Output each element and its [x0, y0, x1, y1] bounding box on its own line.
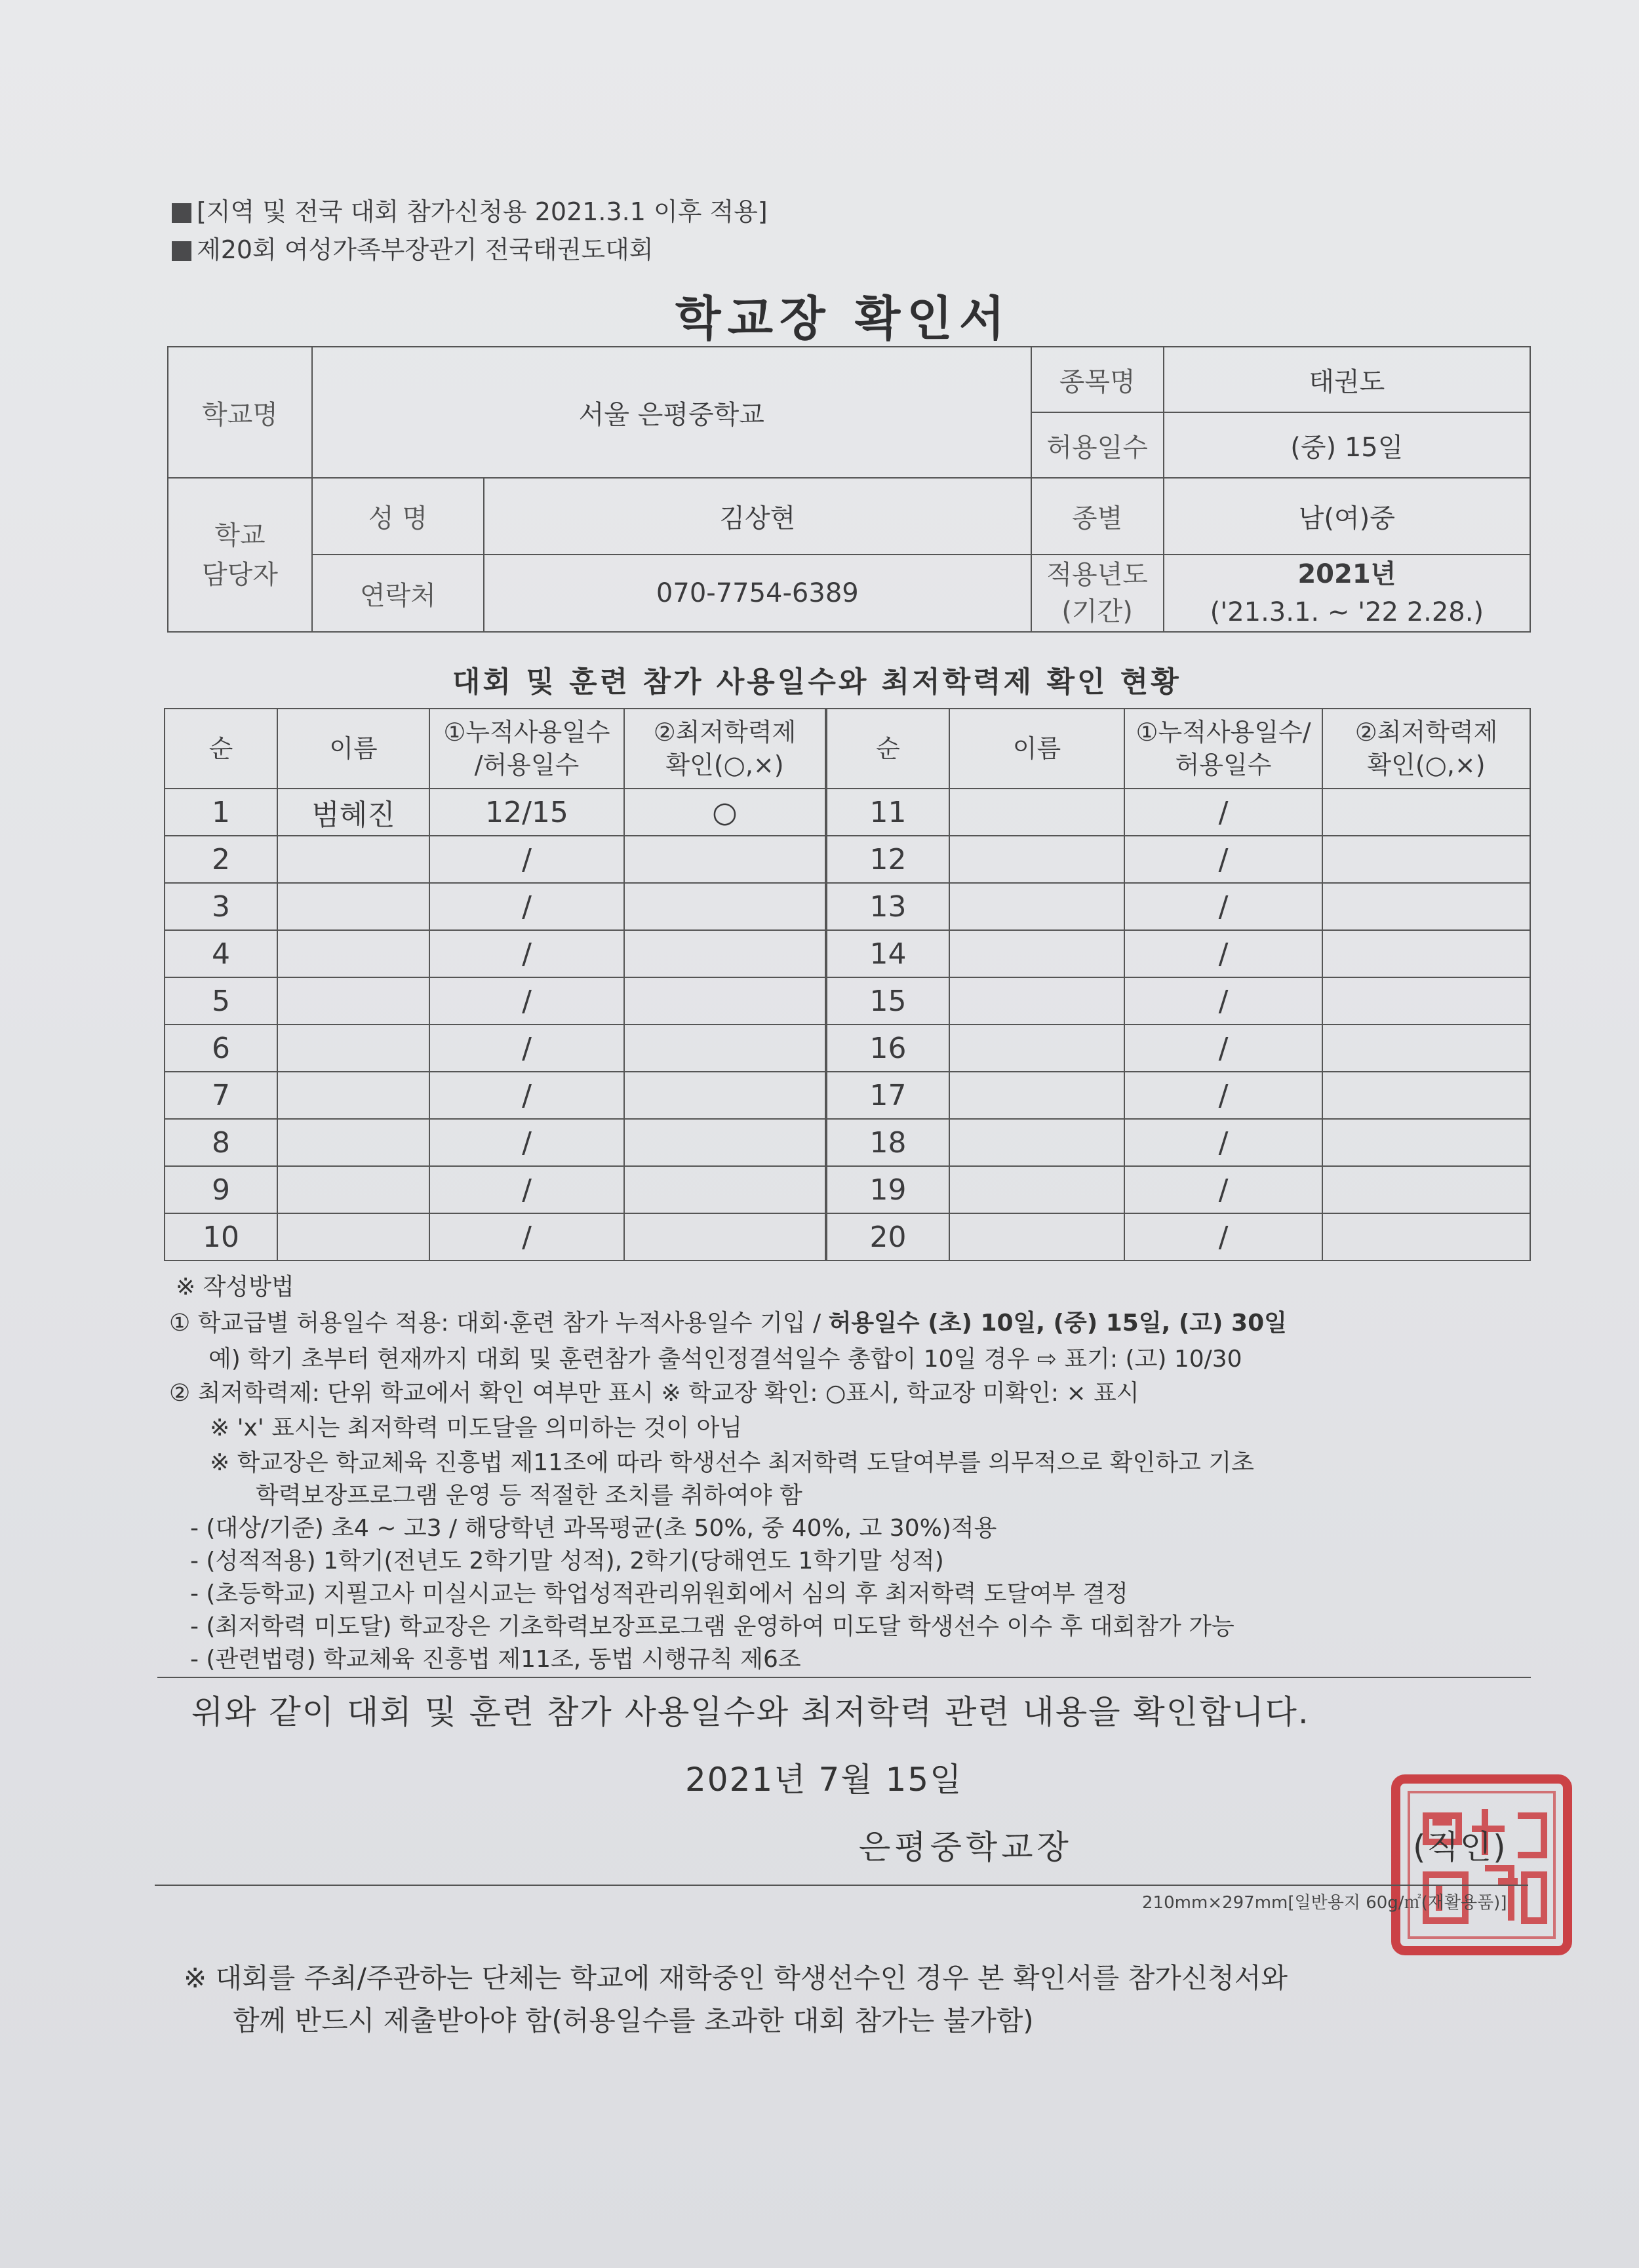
- col-days-right: [1124, 709, 1322, 789]
- used-days-left: /: [429, 977, 624, 1025]
- bottom-divider: [155, 1885, 1528, 1886]
- row-number-right: 16: [826, 1025, 949, 1072]
- used-days-right: /: [1124, 1166, 1322, 1213]
- table-row: [165, 977, 1530, 1025]
- used-days-right: /: [1124, 1213, 1322, 1261]
- achievement-check-left: [624, 1213, 826, 1261]
- achievement-check-left: [624, 1166, 826, 1213]
- student-name-right: [949, 930, 1124, 977]
- note-3: ② 최저학력제: 단위 학교에서 확인 여부만 표시 ※ 학교장 확인: ○표시, 학교장 미확인: × 표시: [169, 1380, 1139, 1407]
- note-1-text: ① 학교급별 허용일수 적용: 대회·훈련 참가 누적사용일수 기입 /: [169, 1310, 829, 1337]
- student-name-left: [277, 1025, 429, 1072]
- staff-label-1: 학교: [214, 520, 266, 551]
- paper-spec: 210mm×297mm[일반용지 60g/㎡(재활용품)]: [1142, 1893, 1507, 1913]
- row-number-left: 3: [165, 883, 277, 930]
- col-days-left: [429, 709, 624, 789]
- event-value: 태권도: [1164, 347, 1530, 412]
- principal-name: 은평중학교장: [859, 1828, 1073, 1866]
- used-days-left: /: [429, 883, 624, 930]
- used-days-right: /: [1124, 1025, 1322, 1072]
- student-name-right: [949, 836, 1124, 883]
- achievement-check-left: [624, 1119, 826, 1166]
- used-days-left: /: [429, 1119, 624, 1166]
- year-value-2: ('21.3.1. ~ '22 2.28.): [1210, 597, 1484, 627]
- used-days-right: /: [1124, 930, 1322, 977]
- used-days-right: /: [1124, 1119, 1322, 1166]
- achievement-check-left: [624, 1025, 826, 1072]
- confirm-statement: 위와 같이 대회 및 훈련 참가 사용일수와 최저학력 관련 내용을 확인합니다.: [191, 1693, 1310, 1731]
- staff-label-2: 담당자: [202, 559, 278, 590]
- col-days-right-2: 허용일수: [1175, 751, 1272, 779]
- used-days-right: /: [1124, 1072, 1322, 1119]
- student-name-left: [277, 930, 429, 977]
- days-label: 허용일수: [1031, 412, 1164, 478]
- achievement-check-right: [1322, 977, 1530, 1025]
- table-row: [165, 1213, 1530, 1261]
- school-value: 서울 은평중학교: [312, 347, 1031, 478]
- page-title: 학교장 확인서: [675, 291, 1012, 346]
- student-name-right: [949, 1119, 1124, 1166]
- used-days-left: /: [429, 1025, 624, 1072]
- achievement-check-right: [1322, 1213, 1530, 1261]
- table-row: [165, 883, 1530, 930]
- table-row: [165, 1119, 1530, 1166]
- achievement-check-left: [624, 977, 826, 1025]
- student-name-left: [277, 883, 429, 930]
- student-name-left: 범혜진: [277, 789, 429, 836]
- note-8: - (성적적용) 1학기(전년도 2학기말 성적), 2학기(당해연도 1학기말 성적): [190, 1548, 944, 1574]
- row-number-right: 17: [826, 1072, 949, 1119]
- row-number-left: 9: [165, 1166, 277, 1213]
- col-check-right-1: ②최저학력제: [1354, 718, 1498, 747]
- contact-value: 070-7754-6389: [484, 555, 1031, 632]
- note-1: [169, 1304, 1287, 1338]
- achievement-check-right: [1322, 836, 1530, 883]
- row-number-right: 15: [826, 977, 949, 1025]
- row-number-left: 10: [165, 1213, 277, 1261]
- note-10: - (최저학력 미도달) 학교장은 기초학력보장프로그램 운영하여 미도달 학생선수 이수 후 대회참가 가능: [190, 1613, 1234, 1640]
- footer-line-2: 함께 반드시 제출받아야 함(허용일수를 초과한 대회 참가는 불가함): [233, 2004, 1034, 2037]
- row-number-right: 20: [826, 1213, 949, 1261]
- header-line-1: [172, 191, 768, 227]
- note-9: - (초등학교) 지필고사 미실시교는 학업성적관리위원회에서 심의 후 최저학력 도달여부 결정: [190, 1580, 1128, 1607]
- name-value: 김상현: [484, 478, 1031, 555]
- row-number-left: 6: [165, 1025, 277, 1072]
- used-days-left: /: [429, 1166, 624, 1213]
- used-days-right: /: [1124, 977, 1322, 1025]
- col-name-right: 이름: [949, 709, 1124, 789]
- used-days-left: /: [429, 1213, 624, 1261]
- col-no-left: 순: [165, 709, 277, 789]
- achievement-check-left: [624, 1072, 826, 1119]
- row-number-left: 4: [165, 930, 277, 977]
- student-name-right: [949, 1213, 1124, 1261]
- col-days-right-1: ①누적사용일수/: [1135, 718, 1311, 747]
- col-days-left-2: /허용일수: [474, 751, 580, 779]
- row-number-right: 19: [826, 1166, 949, 1213]
- used-days-right: /: [1124, 789, 1322, 836]
- row-number-left: 1: [165, 789, 277, 836]
- achievement-check-right: [1322, 1166, 1530, 1213]
- student-name-right: [949, 1166, 1124, 1213]
- used-days-left: /: [429, 836, 624, 883]
- row-number-left: 2: [165, 836, 277, 883]
- name-label: 성 명: [312, 478, 484, 555]
- school-label: 학교명: [168, 347, 312, 478]
- section-title: 대회 및 훈련 참가 사용일수와 최저학력제 확인 현황: [452, 665, 1181, 699]
- row-number-left: 5: [165, 977, 277, 1025]
- notes-divider: [157, 1677, 1531, 1678]
- row-number-left: 7: [165, 1072, 277, 1119]
- confirm-date: 2021년 7월 15일: [685, 1761, 963, 1799]
- col-check-left: [624, 709, 826, 789]
- note-11: - (관련법령) 학교체육 진흥법 제11조, 동법 시행규칙 제6조: [190, 1646, 801, 1673]
- table-row: [165, 789, 1530, 836]
- year-label-2: (기간): [1061, 596, 1133, 627]
- achievement-check-left: [624, 836, 826, 883]
- student-name-right: [949, 1025, 1124, 1072]
- contact-label: 연락처: [312, 555, 484, 632]
- staff-label: [168, 478, 312, 632]
- year-value-1: 2021년: [1297, 559, 1396, 589]
- table-row: [165, 836, 1530, 883]
- type-label: 종별: [1031, 478, 1164, 555]
- achievement-check-right: [1322, 1119, 1530, 1166]
- year-value: [1164, 555, 1530, 632]
- col-check-left-2: 확인(○,×): [665, 751, 784, 779]
- seal-label: (직인): [1413, 1828, 1507, 1866]
- achievement-check-right: [1322, 789, 1530, 836]
- header-line-2: [172, 229, 654, 265]
- table-row: [165, 1072, 1530, 1119]
- student-name-right: [949, 789, 1124, 836]
- used-days-right: /: [1124, 883, 1322, 930]
- student-name-left: [277, 836, 429, 883]
- col-no-right: 순: [826, 709, 949, 789]
- student-name-left: [277, 1072, 429, 1119]
- achievement-check-right: [1322, 930, 1530, 977]
- col-check-right: [1322, 709, 1530, 789]
- row-number-left: 8: [165, 1119, 277, 1166]
- days-value: (중) 15일: [1164, 412, 1530, 478]
- student-name-left: [277, 1213, 429, 1261]
- col-check-right-2: 확인(○,×): [1367, 751, 1486, 779]
- achievement-check-right: [1322, 883, 1530, 930]
- info-table: [167, 346, 1531, 633]
- used-days-right: /: [1124, 836, 1322, 883]
- note-2: 예) 학기 초부터 현재까지 대회 및 훈련참가 출석인정결석일수 총합이 10일 경우 ⇨ 표기: (고) 10/30: [208, 1346, 1242, 1373]
- event-label: 종목명: [1031, 347, 1164, 412]
- achievement-check-left: [624, 883, 826, 930]
- student-name-left: [277, 1166, 429, 1213]
- student-name-right: [949, 1072, 1124, 1119]
- col-name-left: 이름: [277, 709, 429, 789]
- row-number-right: 12: [826, 836, 949, 883]
- achievement-check-right: [1322, 1072, 1530, 1119]
- achievement-check-left: ○: [624, 789, 826, 836]
- notes-heading: ※ 작성방법: [176, 1274, 294, 1300]
- footer-line-1: ※ 대회를 주최/주관하는 단체는 학교에 재학중인 학생선수인 경우 본 확인서를 참가신청서와: [184, 1962, 1288, 1994]
- achievement-check-right: [1322, 1025, 1530, 1072]
- row-number-right: 14: [826, 930, 949, 977]
- used-days-left: 12/15: [429, 789, 624, 836]
- square-bullet-icon: [172, 203, 191, 223]
- row-number-right: 13: [826, 883, 949, 930]
- year-label: [1031, 555, 1164, 632]
- square-bullet-icon: [172, 241, 191, 261]
- usage-table: [164, 708, 1531, 1261]
- col-check-left-1: ②최저학력제: [653, 718, 797, 747]
- type-value: 남(여)중: [1164, 478, 1530, 555]
- achievement-check-left: [624, 930, 826, 977]
- table-row: [165, 1166, 1530, 1213]
- note-5: ※ 학교장은 학교체육 진흥법 제11조에 따라 학생선수 최저학력 도달여부를 의무적으로 확인하고 기초: [210, 1449, 1254, 1476]
- row-number-right: 11: [826, 789, 949, 836]
- table-row: [165, 1025, 1530, 1072]
- note-6: 학력보장프로그램 운영 등 적절한 조치를 취하여야 함: [256, 1482, 802, 1509]
- student-name-right: [949, 883, 1124, 930]
- used-days-left: /: [429, 1072, 624, 1119]
- student-name-right: [949, 977, 1124, 1025]
- student-name-left: [277, 1119, 429, 1166]
- note-4: ※ 'x' 표시는 최저학력 미도달을 의미하는 것이 아님: [210, 1415, 743, 1441]
- usage-table-header: [165, 709, 1530, 789]
- note-1-bold: 허용일수 (초) 10일, (중) 15일, (고) 30일: [828, 1310, 1287, 1337]
- note-7: - (대상/기준) 초4 ~ 고3 / 해당학년 과목평균(초 50%, 중 40%, 고 30%)적용: [190, 1515, 997, 1542]
- usage-table-body: [165, 709, 1530, 1261]
- year-label-1: 적용년도: [1046, 560, 1148, 590]
- col-days-left-1: ①누적사용일수: [443, 718, 610, 747]
- student-name-left: [277, 977, 429, 1025]
- table-row: [165, 930, 1530, 977]
- used-days-left: /: [429, 930, 624, 977]
- header-line-2-text: 제20회 여성가족부장관기 전국태권도대회: [197, 235, 654, 264]
- row-number-right: 18: [826, 1119, 949, 1166]
- header-line-1-text: [지역 및 전국 대회 참가신청용 2021.3.1 이후 적용]: [197, 197, 768, 226]
